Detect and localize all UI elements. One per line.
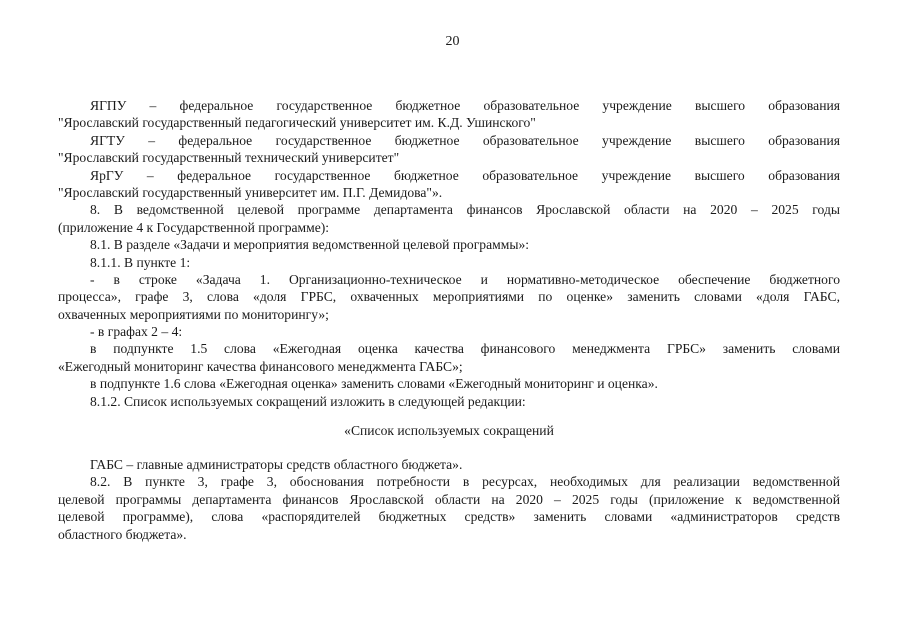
page-number: 20 bbox=[445, 34, 460, 49]
text-line: (приложение 4 к Государственной программе): bbox=[58, 219, 330, 235]
text-line: «Ежегодный мониторинг качества финансового менеджмента ГАБС»; bbox=[58, 358, 463, 374]
text-line: - в графах 2 – 4: bbox=[90, 324, 183, 340]
section-heading: «Список используемых сокращений bbox=[344, 423, 554, 438]
text-line: целевой программе), слова «распорядителей бюджетных средств» заменить словами «администраторов средств bbox=[58, 509, 840, 525]
text-line: ЯрГУ – федеральное государственное бюджетное образовательное учреждение высшего образования bbox=[90, 167, 840, 183]
text-line: 8.2. В пункте 3, графе 3, обоснования потребности в ресурсах, необходимых для реализации ведомственной bbox=[90, 474, 840, 490]
text-line: - в строке «Задача 1. Организационно-техническое и нормативно-методическое обеспечение бюджетного bbox=[90, 271, 840, 287]
text-line: "Ярославский государственный технический университет" bbox=[58, 150, 400, 166]
text-line: в подпункте 1.5 слова «Ежегодная оценка качества финансового менеджмента ГРБС» заменить словами bbox=[90, 341, 840, 357]
text-line: 8.1.2. Список используемых сокращений изложить в следующей редакции: bbox=[90, 393, 526, 409]
text-line: областного бюджета». bbox=[58, 526, 187, 542]
text-line: 8. В ведомственной целевой программе департамента финансов Ярославской области на 2020 – 2025 годы bbox=[90, 202, 840, 218]
text-line: процесса», графе 3, слова «доля ГРБС, охваченных мероприятиями по оценке» заменить словами «доля ГАБС, bbox=[58, 289, 840, 305]
text-block-2 bbox=[58, 456, 840, 543]
text-line: "Ярославский государственный педагогический университет им. К.Д. Ушинского" bbox=[58, 115, 536, 131]
text-block-1 bbox=[58, 97, 840, 410]
text-line: в подпункте 1.6 слова «Ежегодная оценка» заменить словами «Ежегодный мониторинг и оценка». bbox=[90, 376, 658, 392]
text-line: 8.1. В разделе «Задачи и мероприятия ведомственной целевой программы»: bbox=[90, 237, 530, 253]
section-heading-wrap bbox=[58, 422, 840, 439]
text-line: охваченных мероприятиями по мониторингу»; bbox=[58, 306, 329, 322]
text-line: 8.1.1. В пункте 1: bbox=[90, 254, 191, 270]
text-line: ЯГТУ – федеральное государственное бюджетное образовательное учреждение высшего образования bbox=[90, 132, 840, 148]
text-line: ГАБС – главные администраторы средств областного бюджета». bbox=[90, 457, 463, 472]
text-line: целевой программы департамента финансов Ярославской области на 2020 – 2025 годы (приложение к ведомственной bbox=[58, 491, 840, 507]
text-line: "Ярославский государственный университет им. П.Г. Демидова"». bbox=[58, 184, 443, 200]
text-line: ЯГПУ – федеральное государственное бюджетное образовательное учреждение высшего образования bbox=[90, 98, 840, 113]
